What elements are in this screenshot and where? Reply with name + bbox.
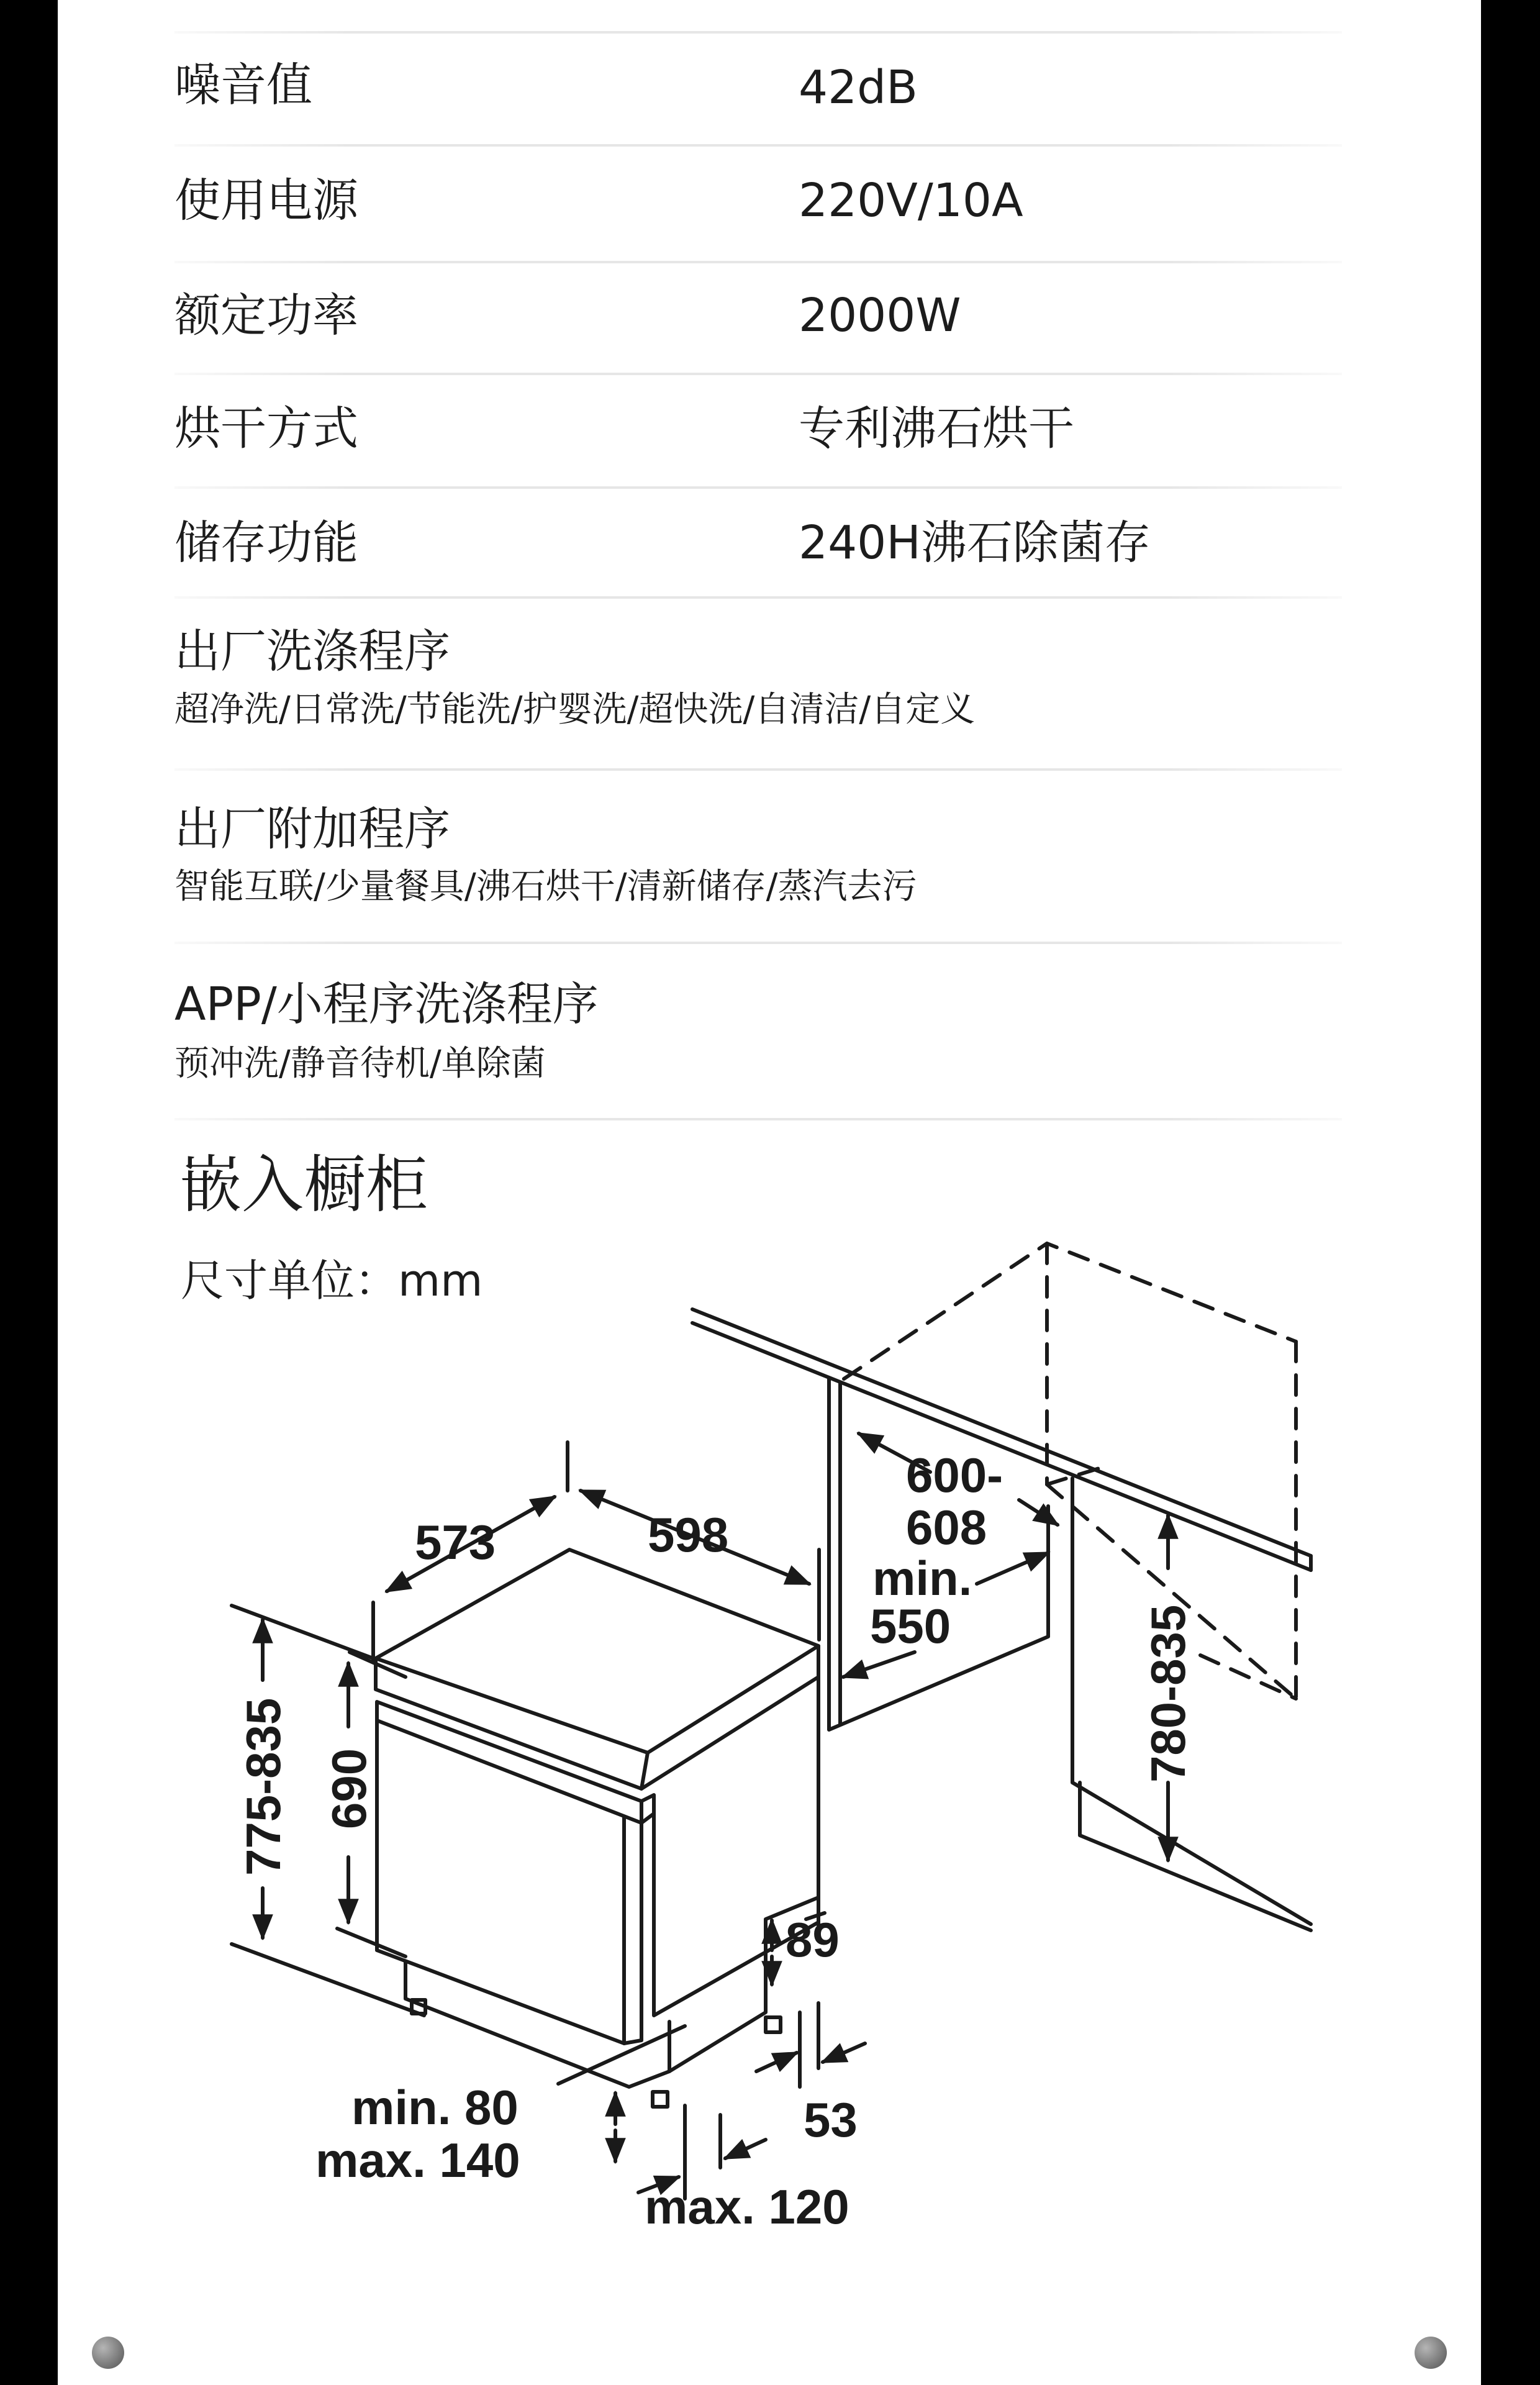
scroll-indicator-left[interactable] xyxy=(92,2337,124,2369)
program-items-factory-extra: 智能互联/少量餐具/沸石烘干/清新储存/蒸汽去污 xyxy=(174,866,917,907)
product-spec-page xyxy=(58,0,1481,2385)
scroll-indicator-right[interactable] xyxy=(1415,2337,1447,2369)
spec-label-storage: 储存功能 xyxy=(174,516,358,570)
dim-feet-min: min. 80 xyxy=(351,2080,519,2135)
program-title-factory-extra: 出厂附加程序 xyxy=(174,802,450,856)
dishwasher-top xyxy=(376,1550,818,1753)
dim-offset: 53 xyxy=(804,2092,858,2147)
countertop xyxy=(692,1309,1311,1556)
spec-value-drying-method: 专利沸石烘干 xyxy=(799,402,1074,455)
spec-label-power-supply: 使用电源 xyxy=(174,174,358,227)
dim-width: 598 xyxy=(648,1507,729,1562)
program-items-factory-wash: 超净洗/日常洗/节能洗/护婴洗/超快洗/自清洁/自定义 xyxy=(174,689,976,730)
dim-niche-depth-line2: 608 xyxy=(906,1500,987,1555)
spec-label-noise: 噪音值 xyxy=(174,58,312,112)
spec-value-power-supply: 220V/10A xyxy=(799,174,1023,227)
dim-max-depth: max. 120 xyxy=(645,2179,849,2234)
spec-value-noise: 42dB xyxy=(799,61,918,114)
dim-niche-min-line1: min. xyxy=(872,1551,972,1606)
program-items-app: 预冲洗/静音待机/单除菌 xyxy=(174,1043,546,1084)
section-title-built-in-cabinet: 嵌入橱柜 xyxy=(179,1148,428,1221)
dim-feet-max: max. 140 xyxy=(315,2133,520,2187)
dim-niche-min-line2: 550 xyxy=(870,1599,951,1653)
installation-dimension-diagram xyxy=(58,0,1481,2385)
spec-value-storage: 240H沸石除菌存 xyxy=(799,516,1151,570)
dim-plinth: 89 xyxy=(786,1912,840,1967)
spec-label-drying-method: 烘干方式 xyxy=(174,402,358,455)
dim-body-height: 690 xyxy=(322,1748,376,1829)
program-title-factory-wash: 出厂洗涤程序 xyxy=(174,625,450,678)
dim-niche-height: 780-835 xyxy=(1141,1604,1195,1783)
program-title-app: APP/小程序洗涤程序 xyxy=(174,978,599,1031)
dim-overall-height: 775-835 xyxy=(236,1697,291,1876)
spec-label-rated-power: 额定功率 xyxy=(174,289,358,342)
dim-niche-depth-line1: 600- xyxy=(906,1448,1003,1502)
spec-value-rated-power: 2000W xyxy=(799,289,961,342)
dim-depth: 573 xyxy=(415,1515,496,1570)
unit-note: 尺寸单位：mm xyxy=(181,1255,483,1306)
